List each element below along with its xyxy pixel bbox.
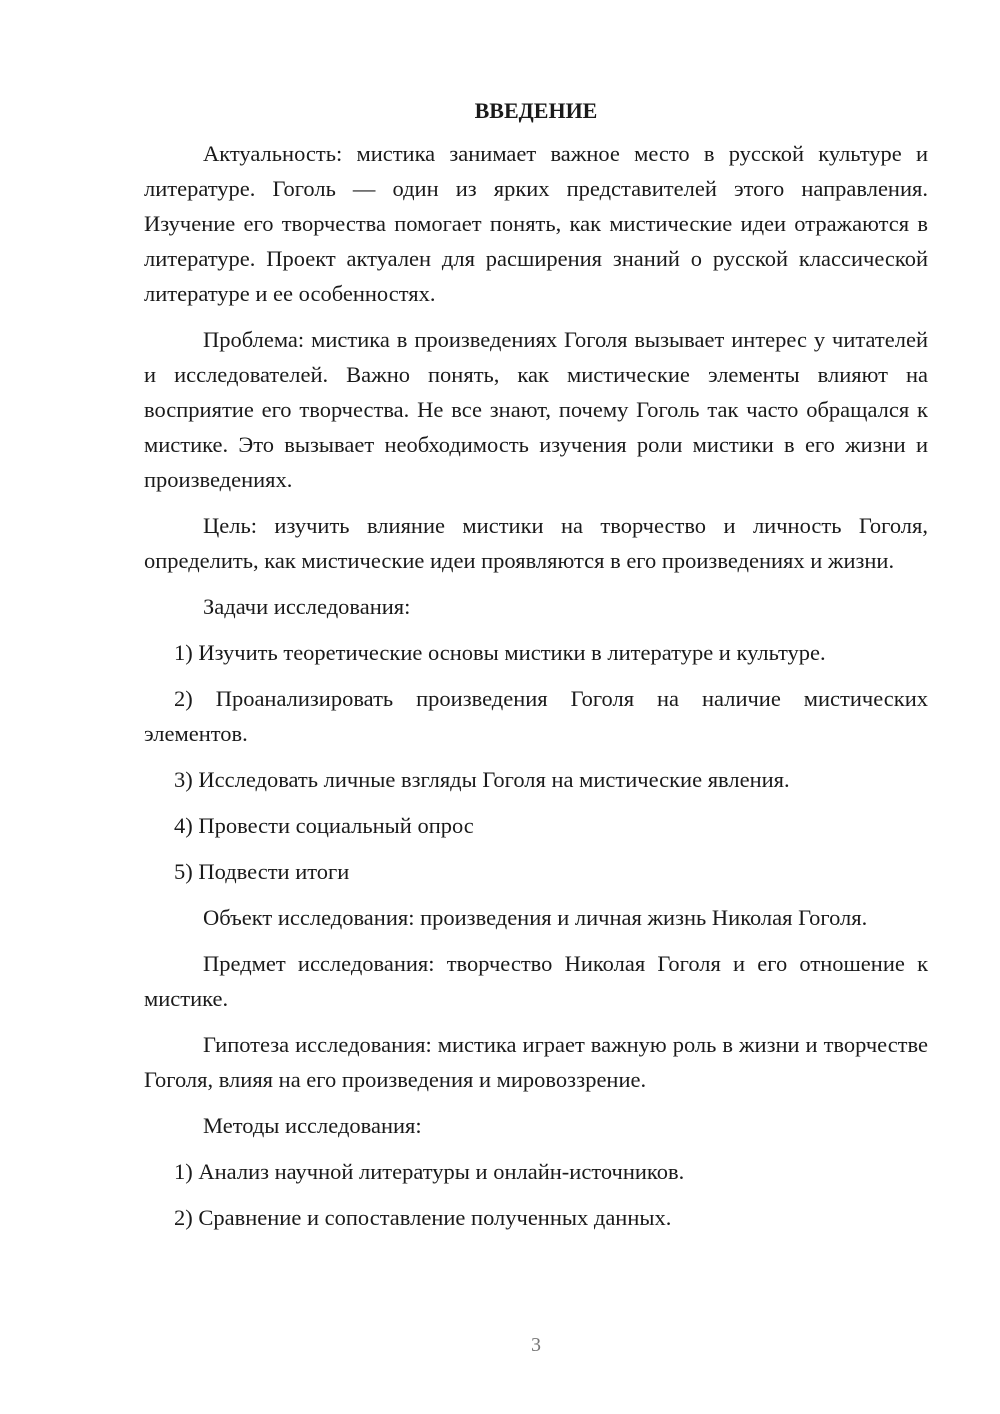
task-item-2: 2) Проанализировать произведения Гоголя на наличие мистических элементов. — [144, 686, 928, 746]
section-heading: ВВЕДЕНИЕ — [474, 98, 598, 123]
goal-paragraph: Цель: изучить влияние мистики на творчество и личность Гоголя, определить, как мистические идеи проявляются в его произведениях и жизни. — [144, 513, 928, 573]
page-content — [144, 96, 928, 1246]
problem-paragraph: Проблема: мистика в произведениях Гоголя вызывает интерес у читателей и исследователей. Важно понять, как мистические элементы влияют на восприятие его творчества. Не все знают, почему Гоголь так часто обращался к мистике. Это вызывает необходимость изучения роли мистики в его жизни и произведениях. — [144, 327, 928, 492]
task-item-1: 1) Изучить теоретические основы мистики в литературе и культуре. — [174, 640, 826, 665]
object-paragraph: Объект исследования: произведения и личная жизнь Николая Гоголя. — [203, 905, 868, 930]
relevance-paragraph: Актуальность: мистика занимает важное место в русской культуре и литературе. Гоголь — один из ярких представителей этого направления. Изучение его творчества помогает понять, как мистические идеи отражаются в литературе. Проект актуален для расширения знаний о русской классической литературе и ее особенностях. — [144, 141, 928, 306]
task-item-5: 5) Подвести итоги — [174, 859, 350, 884]
subject-paragraph: Предмет исследования: творчество Николая Гоголя и его отношение к мистике. — [144, 951, 928, 1011]
method-item-2: 2) Сравнение и сопоставление полученных данных. — [174, 1205, 672, 1230]
hypothesis-paragraph: Гипотеза исследования: мистика играет важную роль в жизни и творчестве Гоголя, влияя на его произведения и мировоззрение. — [144, 1032, 928, 1092]
page-number: 3 — [531, 1334, 541, 1356]
task-item-3: 3) Исследовать личные взгляды Гоголя на мистические явления. — [174, 767, 790, 792]
method-item-1: 1) Анализ научной литературы и онлайн-источников. — [174, 1159, 685, 1184]
methods-intro: Методы исследования: — [203, 1113, 422, 1138]
tasks-intro: Задачи исследования: — [203, 594, 411, 619]
task-item-4: 4) Провести социальный опрос — [174, 813, 474, 838]
